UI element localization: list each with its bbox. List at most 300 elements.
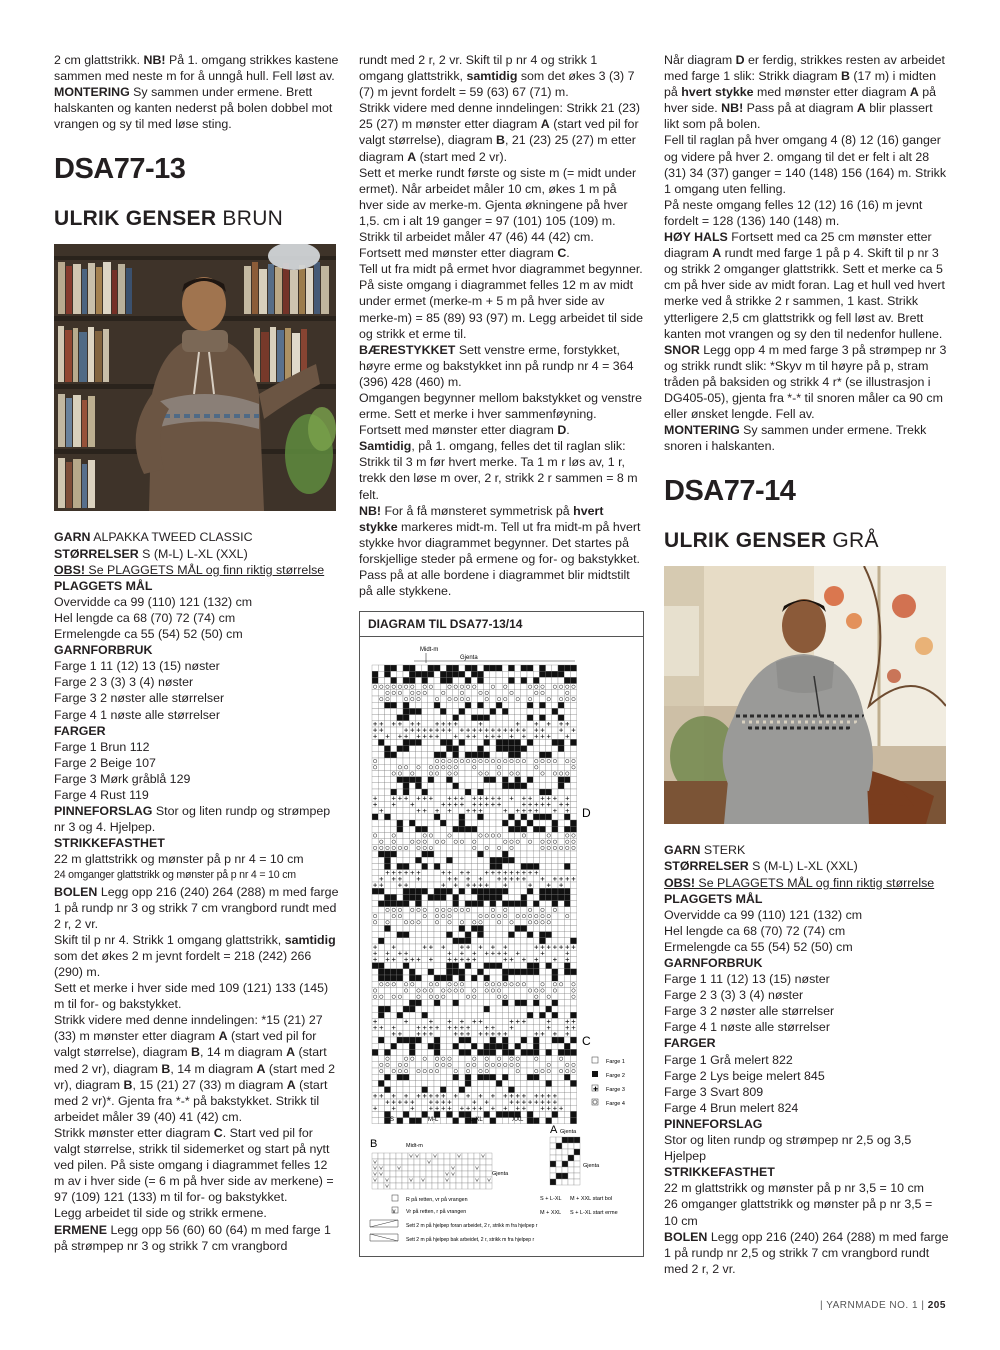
maal-line: Hel lengde ca 68 (70) 72 (74) cm: [664, 923, 846, 938]
fasthet-line: 26 omganger glattstrikk og mønster på p nr 3,5 = 10 cm: [664, 1197, 933, 1228]
chart-cell: [515, 1043, 521, 1049]
chart-cell: [428, 678, 434, 684]
chart-cell: [446, 696, 452, 702]
chart-cell: [515, 771, 521, 777]
chart-cell: [384, 839, 390, 845]
chart-cell: [409, 709, 415, 715]
chart-cell: [508, 696, 514, 702]
chart-cell: [471, 715, 477, 721]
chart-cell: [453, 981, 459, 987]
raglan-paragraph: Fell til raglan på hver omgang 4 (8) 12 (16) ganger og videre på hver 2. omgang til det er felt i alt 28 (31) 34 (37) ganger = 140 (148) 156 (164) m. Strikk 1 omgang uten felling.: [664, 133, 947, 196]
chart-cell: [496, 820, 502, 826]
chart-cell: [384, 1000, 390, 1006]
chart-cell: [570, 764, 576, 770]
chart-cell: [490, 752, 496, 758]
chart-cell: [558, 789, 564, 795]
chart-cell: [539, 740, 545, 746]
chart-cell: [372, 758, 378, 764]
chart-cell: [384, 938, 390, 944]
chart-cell: [415, 864, 421, 870]
chart-cell: [552, 740, 558, 746]
chart-cell: [558, 919, 564, 925]
chart-cell: [552, 1019, 558, 1025]
chart-cell: [558, 994, 564, 1000]
chart-cell: [468, 1153, 474, 1159]
chart-cell: [533, 696, 539, 702]
chart-cell: [422, 783, 428, 789]
chart-cell: [471, 1056, 477, 1062]
chart-cell: [409, 1006, 415, 1012]
chart-cell: [422, 678, 428, 684]
chart-cell: [450, 1159, 456, 1165]
chart-cell: [502, 721, 508, 727]
chart-cell: [564, 690, 570, 696]
chart-cell: [372, 845, 378, 851]
chart-cell: [384, 1074, 390, 1080]
chart-cell: [446, 1037, 452, 1043]
garnforbruk-heading: GARNFORBRUK: [54, 643, 153, 658]
chart-cell: [459, 857, 465, 863]
chart-cell: [378, 678, 384, 684]
chart-cell: [484, 709, 490, 715]
chart-cell: [459, 752, 465, 758]
chart-cell: [465, 702, 471, 708]
chart-cell: [415, 938, 421, 944]
chart-cell: [558, 981, 564, 987]
chart-cell: [496, 975, 502, 981]
chart-cell: [539, 702, 545, 708]
chart-cell: [539, 895, 545, 901]
chart-cell: [415, 857, 421, 863]
chart-cell: [521, 988, 527, 994]
garnforbruk-line: Farge 2 3 (3) 3 (4) nøster: [664, 988, 804, 1003]
chart-cell: [390, 1171, 396, 1177]
diagram-a-note: M + XXL start bol: [570, 1196, 613, 1203]
chart-cell: [521, 1012, 527, 1018]
chart-cell: [552, 678, 558, 684]
diagram-b-midt-label: Midt-m: [406, 1143, 423, 1150]
chart-cell: [453, 696, 459, 702]
chart-cell: [564, 926, 570, 932]
chart-cell: [558, 845, 564, 851]
chart-cell: [484, 851, 490, 857]
chart-cell: [484, 1006, 490, 1012]
chart-cell: [552, 820, 558, 826]
chart-cell: [552, 870, 558, 876]
chart-cell: [402, 1171, 408, 1177]
chart-cell: [533, 1050, 539, 1056]
chart-cell: [477, 833, 483, 839]
chart-cell: [564, 882, 570, 888]
chart-cell: [422, 1087, 428, 1093]
chart-cell: [471, 833, 477, 839]
chart-cell: [490, 833, 496, 839]
chart-cell: [477, 1012, 483, 1018]
chart-cell: [564, 1074, 570, 1080]
chart-cell: [372, 938, 378, 944]
chart-cell: [521, 826, 527, 832]
baerestykket-paragraph: BÆRESTYKKET Sett venstre erme, forstykket, høyre erme og bakstykket inn på rundp nr 4 = 364 (396) 428 (460) m.: [359, 342, 634, 389]
chart-cell: [397, 665, 403, 671]
page-footer: | YARNMADE NO. 1 | 205: [820, 1300, 946, 1311]
chart-cell: [422, 839, 428, 845]
chart-cell: [444, 1153, 450, 1159]
chart-cell: [570, 1006, 576, 1012]
chart-cell: [391, 1056, 397, 1062]
chart-cell: [550, 1155, 556, 1161]
chart-cell: [446, 944, 452, 950]
chart-cell: [502, 684, 508, 690]
chart-cell: [484, 975, 490, 981]
chart-cell: [440, 857, 446, 863]
chart-cell: [490, 696, 496, 702]
chart-cell: [508, 857, 514, 863]
chart-cell: [384, 740, 390, 746]
chart-cell: [568, 1161, 574, 1167]
chart-cell: [484, 1087, 490, 1093]
chart-cell: [564, 814, 570, 820]
chart-cell: [409, 1093, 415, 1099]
chart-cell: [508, 690, 514, 696]
chart-cell: [477, 733, 483, 739]
chart-cell: [453, 833, 459, 839]
chart-cell: [490, 665, 496, 671]
chart-cell: [434, 702, 440, 708]
chart-cell: [403, 944, 409, 950]
chart-cell: [490, 771, 496, 777]
chart-cell: [490, 1118, 496, 1124]
chart-cell: [434, 696, 440, 702]
chart-cell: [570, 1012, 576, 1018]
chart-cell: [477, 702, 483, 708]
chart-cell: [521, 1074, 527, 1080]
chart-cell: [432, 1165, 438, 1171]
chart-cell: [415, 758, 421, 764]
chart-cell: [465, 764, 471, 770]
chart-cell: [378, 771, 384, 777]
chart-cell: [403, 981, 409, 987]
chart-cell: [508, 938, 514, 944]
chart-cell: [496, 1068, 502, 1074]
chart-cell: [490, 876, 496, 882]
chart-cell: [471, 746, 477, 752]
chart-cell: [550, 1143, 556, 1149]
chart-cell: [397, 851, 403, 857]
chart-cell: [490, 957, 496, 963]
chart-cell: [453, 1062, 459, 1068]
chart-cell: [378, 957, 384, 963]
chart-cell: [438, 1153, 444, 1159]
chart-cell: [415, 1043, 421, 1049]
chart-cell: [384, 926, 390, 932]
chart-cell: [434, 740, 440, 746]
chart-cell: [502, 709, 508, 715]
chart-cell: [527, 938, 533, 944]
chart-cell: [446, 777, 452, 783]
chart-cell: [558, 988, 564, 994]
chart-cell: [564, 988, 570, 994]
chart-cell: [484, 839, 490, 845]
chart-cell: [403, 913, 409, 919]
chart-cell: [384, 808, 390, 814]
chart-cell: [508, 665, 514, 671]
chart-cell: [465, 1037, 471, 1043]
chart-cell: [570, 702, 576, 708]
chart-cell: [434, 1081, 440, 1087]
chart-cell: [397, 1105, 403, 1111]
chart-cell: [384, 876, 390, 882]
chart-cell: [508, 783, 514, 789]
chart-cell: [446, 1062, 452, 1068]
chart-cell: [564, 1037, 570, 1043]
chart-cell: [552, 963, 558, 969]
chart-cell: [496, 988, 502, 994]
chart-cell: [552, 839, 558, 845]
chart-cell: [446, 864, 452, 870]
chart-cell: [434, 926, 440, 932]
chart-cell: [552, 1006, 558, 1012]
chart-cell: [484, 1019, 490, 1025]
chart-cell: [546, 764, 552, 770]
chart-cell: [440, 752, 446, 758]
chart-cell: [471, 888, 477, 894]
chart-cell: [533, 950, 539, 956]
chart-cell: [459, 1043, 465, 1049]
chart-cell: [378, 1183, 384, 1189]
chart-cell: [384, 888, 390, 894]
chart-cell: [459, 771, 465, 777]
chart-cell: [490, 1068, 496, 1074]
chart-cell: [372, 1056, 378, 1062]
chart-cell: [484, 696, 490, 702]
chart-cell: [533, 1019, 539, 1025]
chart-cell: [546, 845, 552, 851]
chart-cell: [502, 857, 508, 863]
chart-cell: [415, 1099, 421, 1105]
chart-cell: [468, 1165, 474, 1171]
chart-cell: [484, 913, 490, 919]
chart-cell: [562, 1143, 568, 1149]
chart-cell: [391, 715, 397, 721]
chart-cell: [453, 1105, 459, 1111]
diagram-b-gjenta: Gjenta: [492, 1171, 509, 1178]
chart-cell: [465, 851, 471, 857]
chart-cell: [496, 665, 502, 671]
maal-line: Ermelengde ca 55 (54) 52 (50) cm: [664, 939, 853, 954]
chart-cell: [440, 988, 446, 994]
chart-cell: [570, 696, 576, 702]
chart-cell: [409, 740, 415, 746]
chart-cell: [533, 876, 539, 882]
chart-cell: [570, 907, 576, 913]
chart-cell: [508, 671, 514, 677]
chart-cell: [397, 1043, 403, 1049]
chart-cell: [533, 1043, 539, 1049]
chart-cell: [428, 919, 434, 925]
chart-cell: [434, 969, 440, 975]
chart-cell: [533, 665, 539, 671]
chart-cell: [384, 771, 390, 777]
chart-cell: [477, 1074, 483, 1080]
chart-cell: [422, 938, 428, 944]
chart-cell: [397, 1000, 403, 1006]
chart-cell: [453, 950, 459, 956]
chart-cell: [521, 1081, 527, 1087]
chart-cell: [391, 709, 397, 715]
chart-cell: [558, 963, 564, 969]
chart-cell: [490, 864, 496, 870]
chart-cell: [484, 1068, 490, 1074]
chart-cell: [484, 789, 490, 795]
chart-cell: [378, 671, 384, 677]
chart-cell: [480, 1165, 486, 1171]
chart-cell: [521, 994, 527, 1000]
chart-cell: [558, 888, 564, 894]
chart-cell: [391, 845, 397, 851]
chart-cell: [471, 981, 477, 987]
chart-cell: [434, 919, 440, 925]
chart-cell: [403, 919, 409, 925]
chart-cell: [422, 1019, 428, 1025]
chart-cell: [440, 833, 446, 839]
chart-cell: [459, 913, 465, 919]
chart-cell: [496, 721, 502, 727]
chart-cell: [570, 1118, 576, 1124]
chart-cell: [521, 969, 527, 975]
chart-cell: [422, 864, 428, 870]
chart-cell: [434, 833, 440, 839]
chart-cell: [434, 870, 440, 876]
chart-cell: [378, 944, 384, 950]
chart-cell: [552, 1118, 558, 1124]
chart-cell: [552, 895, 558, 901]
chart-cell: [515, 802, 521, 808]
chart-cell: [521, 981, 527, 987]
chart-cell: [422, 950, 428, 956]
chart-cell: [459, 895, 465, 901]
chart-cell: [403, 994, 409, 1000]
chart-cell: [453, 932, 459, 938]
chart-cell: [459, 733, 465, 739]
b-legend: [370, 1195, 538, 1243]
chart-cell: [397, 758, 403, 764]
chart-cell: [409, 913, 415, 919]
chart-cell: [558, 696, 564, 702]
chart-cell: [521, 752, 527, 758]
chart-cell: [521, 1006, 527, 1012]
chart-cell: [508, 777, 514, 783]
chart-cell: [508, 752, 514, 758]
chart-cell: [496, 864, 502, 870]
farge-line: Farge 3 Mørk gråblå 129: [54, 771, 191, 786]
chart-cell: [484, 988, 490, 994]
chart-cell: [372, 771, 378, 777]
chart-cell: [496, 901, 502, 907]
chart-cell: [446, 851, 452, 857]
chart-cell: [440, 851, 446, 857]
chart-cell: [453, 1118, 459, 1124]
chart-cell: [515, 851, 521, 857]
chart-cell: [484, 771, 490, 777]
chart-cell: [415, 709, 421, 715]
chart-cell: [440, 845, 446, 851]
chart-cell: [533, 789, 539, 795]
chart-cell: [372, 901, 378, 907]
chart-cell: [422, 1118, 428, 1124]
chart-cell: [415, 820, 421, 826]
chart-cell: [422, 789, 428, 795]
chart-cell: [391, 752, 397, 758]
chart-cell: [372, 1050, 378, 1056]
chart-cell: [570, 1093, 576, 1099]
chart-cell: [446, 771, 452, 777]
chart-cell: [372, 715, 378, 721]
chart-cell: [415, 1112, 421, 1118]
chart-cell: [508, 771, 514, 777]
chart-cell: [372, 870, 378, 876]
chart-cell: [409, 895, 415, 901]
chart-cell: [564, 746, 570, 752]
chart-cell: [570, 746, 576, 752]
chart-cell: [564, 1006, 570, 1012]
chart-cell: [490, 1112, 496, 1118]
chart-cell: [539, 789, 545, 795]
chart-cell: [459, 938, 465, 944]
chart-cell: [459, 981, 465, 987]
chart-cell: [515, 678, 521, 684]
chart-cell: [521, 882, 527, 888]
chart-cell: [434, 851, 440, 857]
chart-cell: [570, 963, 576, 969]
chart-cell: [446, 1087, 452, 1093]
chart-cell: [527, 727, 533, 733]
chart-cell: [434, 1074, 440, 1080]
size-label-s: S: [390, 1117, 395, 1124]
chart-cell: [453, 820, 459, 826]
chart-cell: [527, 1000, 533, 1006]
chart-cell: [409, 771, 415, 777]
chart-cell: [496, 919, 502, 925]
chart-cell: [378, 1006, 384, 1012]
chart-cell: [415, 783, 421, 789]
chart-cell: [403, 1062, 409, 1068]
chart-cell: [558, 1081, 564, 1087]
chart-cell: [550, 1167, 556, 1173]
chart-cell: [465, 932, 471, 938]
chart-cell: [446, 926, 452, 932]
chart-cell: [440, 696, 446, 702]
chart-cell: [378, 715, 384, 721]
chart-cell: [446, 981, 452, 987]
chart-cell: [546, 888, 552, 894]
chart-cell: [558, 857, 564, 863]
chart-cell: [568, 1155, 574, 1161]
chart-cell: [391, 671, 397, 677]
chart-cell: [372, 1165, 378, 1171]
ermene-cont-paragraph: rundt med 2 r, 2 vr. Skift til p nr 4 og strikk 1 omgang glattstrikk, samtidig som det økes 3 (3) 7 (7) m jevnt fordelt = 59 (63) 67 (71) m.: [359, 53, 635, 100]
chart-cell: [378, 851, 384, 857]
chart-cell: [415, 752, 421, 758]
chart-cell: [422, 802, 428, 808]
chart-cell: [422, 857, 428, 863]
garnforbruk-line: Farge 2 3 (3) 3 (4) nøster: [54, 675, 194, 690]
chart-cell: [434, 1031, 440, 1037]
chart-cell: [533, 795, 539, 801]
chart-cell: [484, 1074, 490, 1080]
chart-cell: [484, 721, 490, 727]
chart-cell: [428, 1062, 434, 1068]
chart-cell: [552, 826, 558, 832]
